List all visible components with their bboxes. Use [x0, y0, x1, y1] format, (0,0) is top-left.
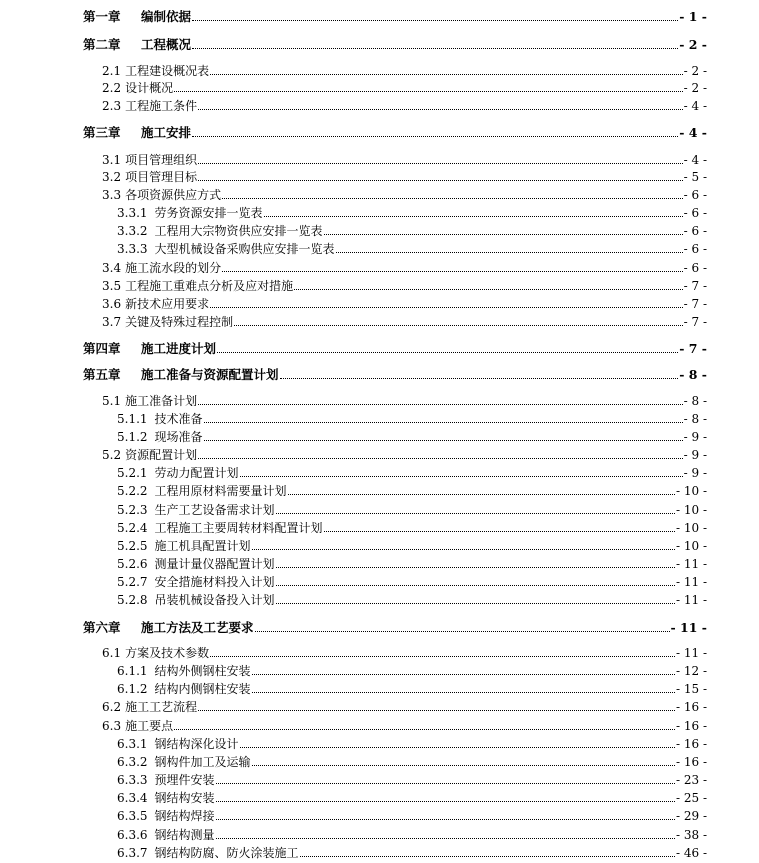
toc-entry-text [0, 10, 679, 24]
toc-page-number: - 23 - [675, 773, 707, 787]
toc-entry-number: 5.1.1 [117, 412, 148, 426]
toc-entry-level-3[interactable] [0, 573, 759, 589]
toc-entry-title: 施工安排 [141, 126, 192, 140]
toc-entry-title: 技术准备 [154, 412, 203, 426]
toc-entry-number: 5.2.6 [117, 557, 148, 571]
toc-entry-text [0, 342, 679, 356]
toc-entry-number: 5.2.7 [117, 575, 148, 589]
toc-entry-number: 6.1 [102, 646, 122, 660]
toc-entry-text [0, 153, 684, 167]
toc-entry-title: 新技术应用要求 [125, 297, 210, 311]
toc-dot-leader [174, 91, 683, 92]
toc-page-number: - 9 - [683, 430, 707, 444]
toc-entry-title: 钢结构安装 [154, 791, 215, 805]
toc-entry-title: 工程施工主要周转材料配置计划 [154, 521, 323, 535]
toc-entry-text [0, 315, 684, 329]
toc-entry-title: 关键及特殊过程控制 [125, 315, 234, 329]
toc-entry-level-3[interactable] [0, 771, 759, 787]
toc-entry-title: 劳务资源安排一览表 [154, 206, 263, 220]
toc-entry-number: 6.3.6 [117, 828, 148, 842]
toc-entry-title: 吊装机械设备投入计划 [154, 593, 275, 607]
toc-dot-leader [300, 856, 675, 857]
toc-entry-text [0, 206, 684, 220]
toc-entry-number: 5.2.8 [117, 593, 148, 607]
toc-entry-number: 3.2 [102, 170, 122, 184]
toc-page-number: - 7 - [683, 297, 707, 311]
toc-entry-level-3[interactable] [0, 680, 759, 696]
toc-entry-text [0, 126, 679, 140]
toc-entry-number: 3.7 [102, 315, 122, 329]
toc-entry-text [0, 521, 676, 535]
toc-entry-title: 结构内侧钢柱安装 [154, 682, 251, 696]
toc-dot-leader [198, 458, 683, 459]
toc-entry-number: 2.2 [102, 81, 122, 95]
toc-entry-number: 3.3.1 [117, 206, 148, 220]
toc-entry-number: 第一章 [83, 10, 121, 24]
toc-entry-title: 资源配置计划 [125, 448, 198, 462]
toc-dot-leader [252, 765, 675, 766]
toc-entry-level-1[interactable] [0, 619, 759, 635]
toc-page-number: - 8 - [683, 394, 707, 408]
toc-entry-number: 6.3.7 [117, 846, 148, 860]
toc-entry-number: 3.3 [102, 188, 122, 202]
toc-entry-level-3[interactable] [0, 482, 759, 498]
toc-entry-title: 大型机械设备采购供应安排一览表 [154, 242, 335, 256]
toc-entry-number: 2.3 [102, 99, 122, 113]
toc-page-number: - 11 - [675, 646, 707, 660]
toc-dot-leader [255, 631, 670, 632]
toc-entry-level-2[interactable] [0, 168, 759, 184]
toc-entry-level-3[interactable] [0, 789, 759, 805]
toc-entry-text [0, 809, 676, 823]
toc-page-number: - 46 - [675, 846, 707, 860]
toc-dot-leader [276, 513, 675, 514]
toc-page-number: - 5 - [683, 170, 707, 184]
toc-entry-title: 施工流水段的划分 [125, 261, 222, 275]
toc-entry-level-2[interactable] [0, 313, 759, 329]
toc-entry-text [0, 466, 684, 480]
toc-page-number: - 29 - [675, 809, 707, 823]
toc-entry-number: 第五章 [83, 368, 121, 382]
toc-dot-leader [216, 783, 675, 784]
toc-entry-title: 生产工艺设备需求计划 [154, 503, 275, 517]
toc-entry-title: 施工准备与资源配置计划 [141, 368, 279, 382]
toc-dot-leader [216, 819, 675, 820]
toc-page-number: - 11 - [675, 593, 707, 607]
toc-dot-leader [210, 74, 683, 75]
toc-entry-level-3[interactable] [0, 204, 759, 220]
toc-entry-level-1[interactable] [0, 366, 759, 382]
toc-entry-number: 5.2 [102, 448, 122, 462]
toc-dot-leader [198, 710, 675, 711]
toc-entry-number: 6.1.1 [117, 664, 148, 678]
toc-entry-level-2[interactable] [0, 277, 759, 293]
toc-entry-level-3[interactable] [0, 826, 759, 842]
toc-entry-title: 结构外侧钢柱安装 [154, 664, 251, 678]
toc-page-number: - 15 - [675, 682, 707, 696]
toc-entry-title: 钢结构焊接 [154, 809, 215, 823]
toc-page-number: - 6 - [683, 242, 707, 256]
toc-entry-text [0, 484, 676, 498]
toc-entry-number: 2.1 [102, 64, 122, 78]
toc-entry-title: 钢构件加工及运输 [154, 755, 251, 769]
toc-entry-title: 钢结构测量 [154, 828, 215, 842]
toc-entry-title: 测量计量仪器配置计划 [154, 557, 275, 571]
toc-entry-number: 6.3.4 [117, 791, 148, 805]
toc-entry-level-3[interactable] [0, 662, 759, 678]
toc-dot-leader [198, 109, 683, 110]
toc-entry-text [0, 368, 679, 382]
toc-entry-number: 5.2.4 [117, 521, 148, 535]
toc-dot-leader [276, 603, 675, 604]
toc-entry-level-1[interactable] [0, 340, 759, 356]
toc-entry-text [0, 64, 684, 78]
toc-entry-title: 预埋件安装 [154, 773, 215, 787]
toc-entry-number: 6.3.5 [117, 809, 148, 823]
toc-entry-title: 施工机具配置计划 [154, 539, 251, 553]
toc-entry-title: 施工准备计划 [125, 394, 198, 408]
toc-page-number: - 10 - [675, 521, 707, 535]
toc-page-number: - 11 - [670, 620, 707, 635]
toc-dot-leader [234, 325, 683, 326]
toc-entry-text [0, 188, 684, 202]
toc-entry-level-3[interactable] [0, 428, 759, 444]
toc-entry-text [0, 224, 684, 238]
toc-entry-text [0, 279, 684, 293]
toc-entry-level-3[interactable] [0, 240, 759, 256]
toc-entry-level-3[interactable] [0, 591, 759, 607]
toc-dot-leader [294, 289, 683, 290]
toc-entry-text [0, 170, 684, 184]
toc-dot-leader [240, 747, 675, 748]
toc-entry-level-3[interactable] [0, 555, 759, 571]
toc-entry-number: 3.4 [102, 261, 122, 275]
toc-entry-number: 6.3 [102, 719, 122, 733]
toc-entry-text [0, 621, 671, 635]
toc-page-number: - 16 - [675, 737, 707, 751]
toc-entry-text [0, 297, 684, 311]
toc-entry-text [0, 719, 676, 733]
toc-entry-level-2[interactable] [0, 717, 759, 733]
toc-page-number: - 38 - [675, 828, 707, 842]
toc-page-number: - 7 - [683, 315, 707, 329]
toc-dot-leader [216, 801, 675, 802]
toc-entry-number: 3.1 [102, 153, 122, 167]
toc-entry-title: 现场准备 [154, 430, 203, 444]
toc-dot-leader [288, 494, 675, 495]
toc-page-number: - 1 - [679, 9, 707, 24]
toc-entry-level-3[interactable] [0, 410, 759, 426]
toc-page-number: - 7 - [683, 279, 707, 293]
toc-entry-number: 第三章 [83, 126, 121, 140]
toc-dot-leader [252, 549, 675, 550]
toc-entry-number: 第二章 [83, 38, 121, 52]
toc-page-number: - 2 - [683, 81, 707, 95]
toc-entry-title: 项目管理组织 [125, 153, 198, 167]
toc-entry-text [0, 557, 676, 571]
toc-entry-number: 5.1.2 [117, 430, 148, 444]
toc-entry-text [0, 503, 676, 517]
toc-page-number: - 8 - [683, 412, 707, 426]
toc-entry-title: 设计概况 [125, 81, 174, 95]
toc-entry-level-2[interactable] [0, 186, 759, 202]
toc-entry-text [0, 575, 676, 589]
toc-entry-title: 方案及技术参数 [125, 646, 210, 660]
toc-dot-leader [276, 585, 675, 586]
toc-page-number: - 10 - [675, 539, 707, 553]
toc-entry-text [0, 664, 676, 678]
toc-entry-title: 工程用原材料需要量计划 [154, 484, 287, 498]
toc-page-number: - 11 - [675, 557, 707, 571]
toc-dot-leader [276, 567, 675, 568]
toc-dot-leader [264, 216, 683, 217]
toc-entry-text [0, 773, 676, 787]
toc-entry-number: 5.2.3 [117, 503, 148, 517]
toc-dot-leader [222, 271, 683, 272]
toc-entry-title: 钢结构防腐、防火涂装施工 [154, 846, 299, 860]
toc-entry-level-3[interactable] [0, 464, 759, 480]
toc-entry-title: 各项资源供应方式 [125, 188, 222, 202]
toc-dot-leader [204, 422, 683, 423]
toc-entry-text [0, 539, 676, 553]
toc-entry-number: 6.3.3 [117, 773, 148, 787]
toc-entry-level-2[interactable] [0, 698, 759, 714]
toc-page-number: - 4 - [683, 99, 707, 113]
toc-entry-number: 6.1.2 [117, 682, 148, 696]
toc-page-number: - 25 - [675, 791, 707, 805]
toc-entry-text [0, 394, 684, 408]
toc-dot-leader [324, 531, 675, 532]
toc-entry-level-2[interactable] [0, 259, 759, 275]
toc-entry-number: 6.2 [102, 700, 122, 714]
toc-entry-text [0, 682, 676, 696]
toc-entry-text [0, 448, 684, 462]
toc-entry-text [0, 81, 684, 95]
toc-entry-number: 3.5 [102, 279, 122, 293]
toc-entry-text [0, 593, 676, 607]
toc-dot-leader [198, 180, 683, 181]
toc-dot-leader [217, 352, 678, 353]
toc-page-number: - 16 - [675, 719, 707, 733]
toc-page-number: - 4 - [683, 153, 707, 167]
toc-entry-title: 劳动力配置计划 [154, 466, 239, 480]
toc-entry-number: 5.2.1 [117, 466, 148, 480]
toc-entry-level-2[interactable] [0, 97, 759, 113]
toc-entry-level-3[interactable] [0, 807, 759, 823]
toc-entry-number: 3.3.2 [117, 224, 148, 238]
toc-entry-text [0, 99, 684, 113]
toc-entry-text [0, 38, 679, 52]
toc-entry-number: 3.3.3 [117, 242, 148, 256]
toc-page-number: - 11 - [675, 575, 707, 589]
toc-entry-text [0, 828, 676, 842]
toc-entry-number: 第六章 [83, 621, 121, 635]
toc-entry-text [0, 791, 676, 805]
toc-dot-leader [198, 404, 683, 405]
toc-page-number: - 10 - [675, 503, 707, 517]
toc-entry-level-3[interactable] [0, 537, 759, 553]
toc-dot-leader [210, 307, 683, 308]
toc-dot-leader [252, 674, 675, 675]
toc-entry-level-2[interactable] [0, 392, 759, 408]
toc-entry-title: 施工要点 [125, 719, 174, 733]
toc-entry-level-2[interactable] [0, 79, 759, 95]
toc-page-number: - 7 - [679, 341, 707, 356]
toc-entry-title: 工程施工条件 [125, 99, 198, 113]
toc-entry-title: 工程施工重难点分析及应对措施 [125, 279, 294, 293]
toc-page-number: - 9 - [683, 466, 707, 480]
toc-page-number: - 6 - [683, 188, 707, 202]
toc-page-number: - 8 - [679, 367, 707, 382]
toc-entry-text [0, 755, 676, 769]
toc-entry-text [0, 737, 676, 751]
toc-dot-leader [192, 48, 678, 49]
toc-page-number: - 10 - [675, 484, 707, 498]
toc-entry-number: 5.1 [102, 394, 122, 408]
toc-page-number: - 9 - [683, 448, 707, 462]
toc-entry-level-2[interactable] [0, 446, 759, 462]
toc-entry-title: 施工方法及工艺要求 [141, 621, 254, 635]
toc-entry-title: 施工工艺流程 [125, 700, 198, 714]
toc-entry-number: 5.2.2 [117, 484, 148, 498]
toc-entry-level-3[interactable] [0, 735, 759, 751]
toc-dot-leader [240, 476, 683, 477]
toc-entry-title: 钢结构深化设计 [154, 737, 239, 751]
toc-entry-text [0, 646, 676, 660]
toc-dot-leader [174, 729, 675, 730]
toc-entry-level-1[interactable] [0, 124, 759, 140]
toc-entry-text [0, 242, 684, 256]
toc-entry-level-2[interactable] [0, 151, 759, 167]
toc-entry-level-2[interactable] [0, 644, 759, 660]
toc-dot-leader [210, 656, 675, 657]
toc-dot-leader [192, 20, 678, 21]
toc-entry-level-3[interactable] [0, 222, 759, 238]
toc-entry-title: 项目管理目标 [125, 170, 198, 184]
toc-dot-leader [336, 252, 683, 253]
toc-page-number: - 6 - [683, 224, 707, 238]
toc-page-number: - 12 - [675, 664, 707, 678]
toc-entry-level-1[interactable] [0, 36, 759, 52]
toc-entry-title: 安全措施材料投入计划 [154, 575, 275, 589]
toc-entry-number: 6.3.2 [117, 755, 148, 769]
toc-page-number: - 2 - [683, 64, 707, 78]
toc-entry-title: 工程概况 [141, 38, 192, 52]
toc-entry-number: 5.2.5 [117, 539, 148, 553]
toc-entry-text [0, 700, 676, 714]
toc-entry-level-3[interactable] [0, 844, 759, 860]
toc-page-number: - 16 - [675, 700, 707, 714]
toc-entry-title: 工程建设概况表 [125, 64, 210, 78]
toc-dot-leader [204, 440, 683, 441]
toc-page-number: - 6 - [683, 261, 707, 275]
toc-dot-leader [252, 692, 675, 693]
toc-entry-number: 6.3.1 [117, 737, 148, 751]
toc-dot-leader [324, 234, 683, 235]
toc-entry-number: 第四章 [83, 342, 121, 356]
toc-entry-level-2[interactable] [0, 62, 759, 78]
toc-entry-level-3[interactable] [0, 753, 759, 769]
toc-dot-leader [192, 136, 678, 137]
toc-page-number: - 6 - [683, 206, 707, 220]
toc-entry-number: 3.6 [102, 297, 122, 311]
toc-page-number: - 2 - [679, 37, 707, 52]
toc-entry-text [0, 412, 684, 426]
toc-entry-title: 施工进度计划 [141, 342, 217, 356]
toc-entry-title: 工程用大宗物资供应安排一览表 [154, 224, 323, 238]
toc-entry-text [0, 846, 676, 860]
toc-dot-leader [222, 198, 683, 199]
toc-dot-leader [216, 838, 675, 839]
toc-entry-level-3[interactable] [0, 519, 759, 535]
toc-dot-leader [280, 378, 679, 379]
toc-entry-level-1[interactable] [0, 8, 759, 24]
toc-entry-text [0, 430, 684, 444]
toc-entry-level-3[interactable] [0, 501, 759, 517]
toc-dot-leader [198, 163, 683, 164]
toc-entry-title: 编制依据 [141, 10, 192, 24]
toc-entry-level-2[interactable] [0, 295, 759, 311]
toc-page-number: - 4 - [679, 125, 707, 140]
toc-entry-text [0, 261, 684, 275]
toc-page-number: - 16 - [675, 755, 707, 769]
